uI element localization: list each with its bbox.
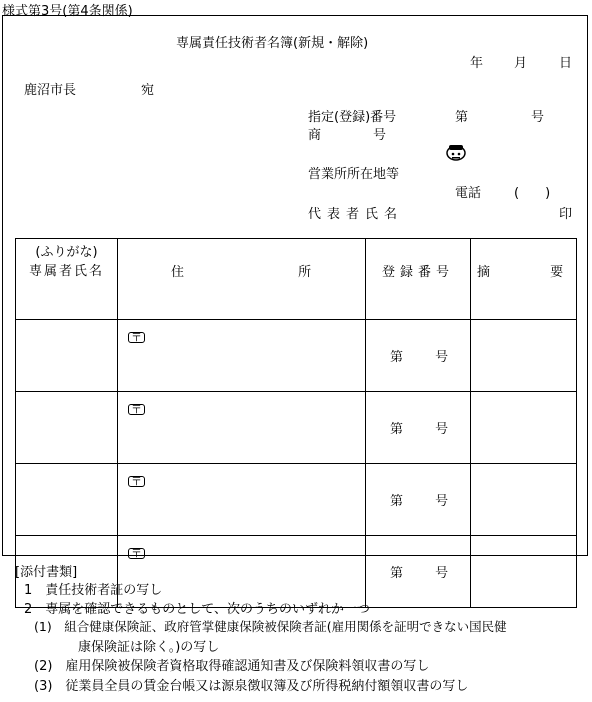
note-cell[interactable] [471, 392, 577, 464]
reg-no-cell[interactable] [366, 320, 471, 392]
address-cell[interactable] [118, 464, 366, 536]
table-header-row [16, 239, 577, 320]
tel-parens: ( ) [514, 186, 551, 201]
engineer-table [15, 238, 577, 608]
reg-no-go: 号 [531, 110, 545, 125]
postal-mark-icon: 〒 [128, 404, 145, 415]
note-cell[interactable] [471, 320, 577, 392]
form-label: 様式第3号(第4条関係) [2, 4, 133, 19]
header-name-kana: (ふりがな) [35, 245, 98, 260]
representative-label: 代表者氏名 [308, 207, 404, 222]
reg-go: 号 [435, 566, 449, 581]
address-cell[interactable] [118, 320, 366, 392]
attachment-item: (2) 雇用保険被保険者資格取得確認通知書及び保険料領収書の写し [34, 659, 430, 674]
form-title: 専属責任技術者名簿(新規・解除) [176, 36, 369, 51]
reg-no-cell[interactable] [366, 464, 471, 536]
reg-dai: 第 [390, 566, 404, 581]
header-note-2: 要 [550, 265, 564, 280]
postal-mark-icon: 〒 [128, 476, 145, 487]
attachment-item: (1) 組合健康保険証、政府管掌健康保険被保険者証(雇用関係を証明できない国民健 [34, 619, 507, 634]
header-note-1: 摘 [477, 265, 491, 280]
seal-mark: 印 [559, 207, 573, 222]
attachments-heading: [添付書類] [15, 565, 78, 580]
postal-mark-icon: 〒 [128, 332, 145, 343]
office-address-label: 営業所所在地等 [308, 167, 400, 182]
attachment-item: 2 専属を確認できるものとして、次のうちのいずれか一つ [24, 602, 371, 617]
address-cell[interactable] [118, 392, 366, 464]
date-month: 月 [514, 56, 528, 71]
header-note-cell [471, 239, 577, 320]
addressee-suffix: 宛 [141, 83, 155, 98]
header-address-2: 所 [298, 265, 312, 280]
reg-no-cell[interactable] [366, 536, 471, 608]
date-day: 日 [559, 56, 573, 71]
tel-label: 電話 [455, 186, 482, 201]
reg-no-dai: 第 [455, 110, 469, 125]
header-address-1: 住 [171, 265, 185, 280]
reg-no-label: 指定(登録)番号 [308, 110, 397, 125]
name-cell[interactable] [16, 392, 118, 464]
header-address-cell [118, 239, 366, 320]
table-row [16, 320, 577, 392]
reg-go: 号 [435, 494, 449, 509]
header-name: 専属者氏名 [28, 264, 104, 279]
reg-dai: 第 [390, 350, 404, 365]
reg-dai: 第 [390, 422, 404, 437]
trade-name-label: 商 号 [308, 128, 387, 143]
attachment-item: 康保険証は除く。)の写し [78, 640, 220, 655]
header-name-cell [16, 239, 118, 320]
note-cell[interactable] [471, 536, 577, 608]
header-reg-cell: 登録番号 [366, 239, 471, 320]
reg-dai: 第 [390, 494, 404, 509]
reg-go: 号 [435, 422, 449, 437]
phone-symbol-icon [445, 142, 467, 166]
postal-mark-icon: 〒 [128, 548, 145, 559]
table-row [16, 464, 577, 536]
date-year: 年 [470, 56, 484, 71]
name-cell[interactable] [16, 320, 118, 392]
addressee-name: 鹿沼市長 [24, 83, 77, 98]
attachment-item: (3) 従業員全員の賃金台帳又は源泉徴収簿及び所得税納付額領収書の写し [34, 679, 469, 694]
reg-go: 号 [435, 350, 449, 365]
reg-no-cell[interactable] [366, 392, 471, 464]
name-cell[interactable] [16, 464, 118, 536]
attachment-item: 1 責任技術者証の写し [24, 583, 163, 598]
table-row [16, 392, 577, 464]
note-cell[interactable] [471, 464, 577, 536]
